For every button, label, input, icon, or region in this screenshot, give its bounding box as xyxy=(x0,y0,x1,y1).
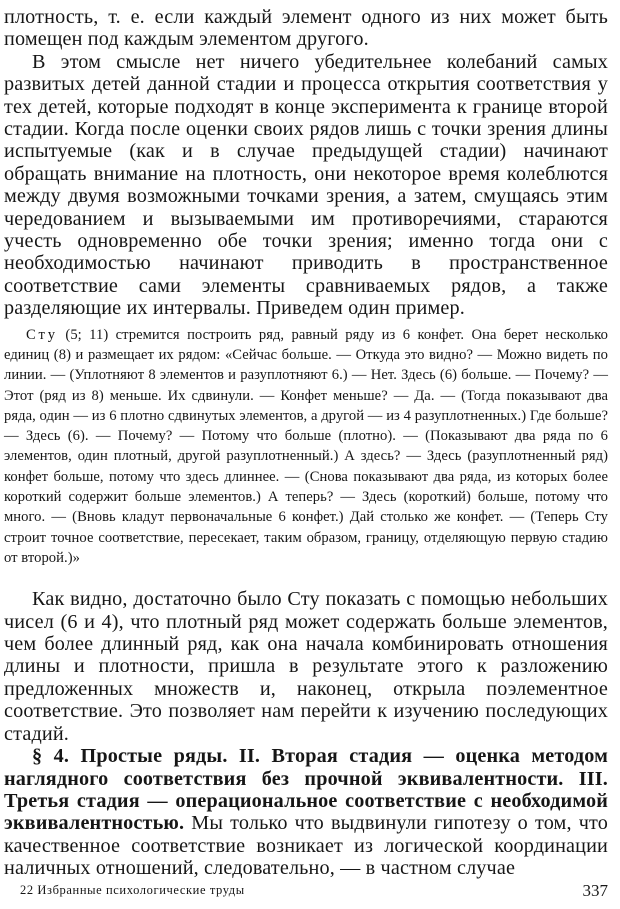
footer-signature: 22 Избранные психологические труды xyxy=(20,883,245,897)
paragraph-conclusion: Как видно, достаточно было Сту показать с помощью небольших чисел (6 и 4), что плотный ряд может содержать больше элементов, чем более длинный ряд, как она начала комбинировать отношения длины и плотности, пришла в результате этого к разложению предложенных множеств и, наконец, открыла поэлементное соответствие. Это позволяет нам перейти к изучению последующих стадий. xyxy=(4,588,608,745)
section-heading: § 4. Простые ряды. II. Вторая стадия — оценка методом наглядного соответствия без прочной эквивалентности. III. Третья стадия — операциональное соответствие с необходимой эквивалентностью. xyxy=(4,745,608,835)
paragraph-continuation: плотность, т. е. если каждый элемент одного из них может быть помещен под каждым элементом другого. xyxy=(4,6,608,51)
page-footer xyxy=(20,881,608,901)
subject-name: Сту xyxy=(26,326,59,343)
page-number: 337 xyxy=(582,881,608,900)
quote-text: (5; 11) стремится построить ряд, равный ряду из 6 конфет. Она берет несколько единиц (8) и размещает их рядом: «Сейчас больше. — Откуда это видно? — Можно видеть по линии. — (Уплотняют 8 элементов и разуплотняют 6.) — Нет. Здесь (6) больше. — Почему? — Этот (ряд из 8) меньше. Их сдвинули. — Конфет меньше? — Да. — (Тогда показывают два ряда, один — из 6 плотно сдвинутых элементов, а другой — из 4 разуплотненных.) Где больше? — Здесь (6). — Почему? — Потому что больше (плотно). — (Показывают два ряда по 6 элементов, один плотный, другой разуплотненный.) А здесь? — Здесь (разуплотненный ряд) конфет больше, потому что здесь длиннее. — (Снова показывают два ряда, из которых более короткий содержит больше элементов.) А теперь? — Здесь (короткий) больше, потому что много. — (Вновь кладут первоначальные 6 конфет.) Дай столько же конфет. — (Теперь Сту строит точное соответствие, пересекает, таким образом, границу, отделяющую первую стадию от второй.)» xyxy=(4,326,608,566)
quote-example xyxy=(4,325,608,569)
section-paragraph xyxy=(4,745,608,879)
section-body: Мы только что выдвинули гипотезу о том, что качественное соответствие возникает из логической координации наличных отношений, следовательно, — в частном случае xyxy=(4,812,608,880)
paragraph-hesitation: В этом смысле нет ничего убедительнее колебаний самых развитых детей данной стадии и процесса открытия соответствия у тех детей, которые подходят в конце эксперимента к границе второй стадии. Когда после оценки своих рядов лишь с точки зрения длины испытуемые (как и в случае предыдущей стадии) начинают обращать внимание на плотность, они некоторое время колеблются между двумя возможными точками зрения, а затем, смущаясь этим чередованием и вызываемыми им противоречиями, стараются учесть одновременно обе точки зрения; именно тогда они с необходимостью начинают приводить в пространственное соответствие сами элементы сравниваемых рядов, а также разделяющие их интервалы. Приведем один пример. xyxy=(4,50,608,320)
